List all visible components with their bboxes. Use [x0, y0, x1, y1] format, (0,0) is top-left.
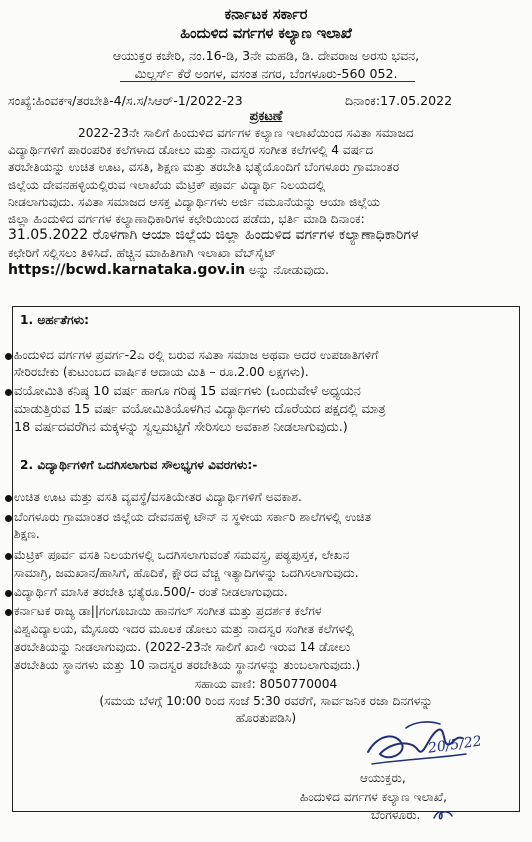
facility-5-line-1: ಕರ್ನಾಟಕ ರಾಜ್ಯ ಡಾ||ಗಂಗೂಬಾಯಿ ಹಾನಗಲ್ ಸಂಗೀತ ಮತ್ತು ಪ್ರದರ್ಶಕ ಕಲೆಗಳ: [14, 604, 322, 618]
body-line-8: ಕಛೇರಿಗೆ ಸಲ್ಲಿಸಲು ತಿಳಿಸಿದೆ. ಹೆಚ್ಚಿನ ಮಾಹಿತಿಗಾಗಿ ಇಲಾಖಾ ವೆಬ್‌ಸೈಟ್: [8, 246, 277, 260]
facility-1: ಉಚಿತ ಊಟ ಮತ್ತು ವಸತಿ ವ್ಯವಸ್ಥೆ/ವಸತಿಯೇತರ ವಿದ್ಯಾರ್ಥಿಗಳಿಗೆ ಅವಕಾಶ.: [14, 490, 302, 504]
helpline-hours: (ಸಮಯ ಬೆಳಗ್ಗೆ 10:00 ರಿಂದ ಸಂಜೆ 5:30 ರವರೆಗೆ, ಸಾರ್ವಜನಿಕ ರಜಾ ದಿನಗಳನ್ನು: [99, 694, 433, 708]
reference-number: ಸಂಖ್ಯೆ:ಹಿಂವಕಇ/ತರಬೇತಿ-4/ಸ.ಸ/ಸಿಆರ್-1/2022-23: [8, 93, 243, 108]
website-line: [8, 263, 329, 278]
facility-2-line-2: ಶಿಕ್ಷಣ.: [14, 527, 40, 541]
website-suffix: ಅನ್ನು ನೋಡುವುದು.: [245, 263, 329, 277]
bullet-icon: [5, 553, 12, 560]
facility-5-line-3: ತರಬೇತಿಯನ್ನು ನೀಡಲಾಗುವುದು. (2022-23ನೇ ಸಾಲಿಗೆ ಖಾಲಿ ಇರುವ 14 ಡೋಲು: [14, 640, 351, 654]
body-line-5: ನೀಡಲಾಗುವುದು. ಸವಿತಾ ಸಮಾಜದ ಆಸಕ್ತ ವಿದ್ಯಾರ್ಥಿಗಳು ಅರ್ಜಿ ನಮೂನೆಯನ್ನು ಆಯಾ ಜಿಲ್ಲೆಯ: [8, 195, 381, 209]
facility-4: ವಿದ್ಯಾರ್ಥಿಗೆ ಮಾಸಿಕ ತರಬೇತಿ ಭತ್ಯೆರೂ.500/- ರಂತೆ ನೀಡಲಾಗುವುದು.: [14, 585, 288, 599]
helpline-number: ಸಹಾಯ ವಾಣಿ: 8050770004: [194, 677, 338, 691]
signatory-department: ಹಿಂದುಳಿದ ವರ್ಗಗಳ ಕಲ್ಯಾಣ ಇಲಾಖೆ,: [300, 790, 447, 804]
facility-5-line-2: ವಿಶ್ವವಿದ್ಯಾಲಯ, ಮೈಸೂರು ಇದರ ಮೂಲಕ ಡೋಲು ಮತ್ತು ನಾದಸ್ವರ ಸಂಗೀತ ಕಲೆಗಳಲ್ಲಿ: [14, 622, 355, 636]
facilities-heading: 2. ವಿದ್ಯಾರ್ಥಿಗಳಿಗೆ ಒದಗಿಸಲಾಗುವ ಸೌಲಭ್ಯಗಳ ವಿವರಗಳು:-: [20, 458, 258, 472]
office-address-line1: ಆಯುಕ್ತರ ಕಚೇರಿ, ನಂ.16-ಡಿ, 3ನೇ ಮಹಡಿ, ಡಿ. ದೇವರಾಜ ಅರಸು ಭವನ,: [112, 48, 420, 63]
initials-icon: [432, 808, 454, 822]
bullet-icon: [5, 515, 12, 522]
signatory-place: ಬೆಂಗಳೂರು.: [371, 808, 421, 822]
body-line-2: ವಿದ್ಯಾರ್ಥಿಗಳಿಗೆ ಪಾರಂಪರಿಕ ಕಲೆಗಳಾದ ಡೋಲು ಮತ್ತು ನಾದಸ್ವರ ಸಂಗೀತ ಕಲೆಗಳಲ್ಲಿ 4 ವರ್ಷದ: [8, 143, 374, 157]
facility-2-line-1: ಬೆಂಗಳೂರು ಗ್ರಾಮಾಂತರ ಜಿಲ್ಲೆಯ ದೇವನಹಳ್ಳಿ ಟೌನ್ ನ ಸ್ಥಳೀಯ ಸರ್ಕಾರಿ ಶಾಲೆಗಳಲ್ಲಿ ಉಚಿತ: [14, 510, 372, 524]
bullet-icon: [5, 609, 12, 616]
body-line-1: 2022-23ನೇ ಸಾಲಿಗೆ ಹಿಂದುಳಿದ ವರ್ಗಗಳ ಕಲ್ಯಾಣ ಇಲಾಖೆಯಿಂದ ಸವಿತಾ ಸಮಾಜದ: [78, 126, 414, 140]
notice-date: ದಿನಾಂಕ:17.05.2022: [345, 93, 453, 108]
eligibility-1-line-2: ಸೇರಿರಬೇಕು (ಕುಟುಂಬದ ವಾರ್ಷಿಕ ಆದಾಯ ಮಿತಿ – ರೂ.2.00 ಲಕ್ಷಗಳು).: [14, 365, 309, 379]
government-name: ಕರ್ನಾಟಕ ಸರ್ಕಾರ: [224, 7, 308, 23]
department-name: ಹಿಂದುಳಿದ ವರ್ಗಗಳ ಕಲ್ಯಾಣ ಇಲಾಖೆ: [180, 26, 352, 42]
bullet-icon: [5, 389, 12, 396]
eligibility-2-line-1: ವಯೋಮಿತಿ ಕನಿಷ್ಠ 10 ವರ್ಷ ಹಾಗೂ ಗರಿಷ್ಠ 15 ವರ್ಷಗಳು (ಒಂದುವೇಳೆ ಅಧ್ಯಯನ: [14, 384, 361, 399]
facility-3-line-2: ಸಾಮಾಗ್ರಿ, ಜಮಖಾನ/ಹಾಸಿಗೆ, ಹೊದಿಕೆ, ಕ್ಷೌರದ ವೆಚ್ಚ ಇತ್ಯಾದಿಗಳನ್ನು ಒದಗಿಸಲಾಗುವುದು.: [14, 566, 359, 580]
helpline-hours-cont: ಹೊರತುಪಡಿಸಿ): [235, 711, 297, 725]
body-line-7: 31.05.2022 ರೊಳಗಾಗಿ ಆಯಾ ಜಿಲ್ಲೆಯ ಜಿಲ್ಲಾ ಹಿಂದುಳಿದ ವರ್ಗಗಳ ಕಲ್ಯಾಣಾಧಿಕಾರಿಗಳ: [8, 227, 419, 243]
eligibility-2-line-2: ಮಾಡುತ್ತಿರುವ 15 ವರ್ಷ ವಯೋಮಿತಿಯೊಳಗಿನ ವಿದ್ಯಾರ್ಥಿಗಳು ದೊರೆಯದ ಪಕ್ಷದಲ್ಲಿ ಮಾತ್ರ: [14, 402, 386, 417]
eligibility-heading: 1. ಅರ್ಹತೆಗಳು:: [20, 313, 90, 327]
office-address-line2: ಮಿಲ್ಲರ್ಸ್ ಕೆರೆ ಅಂಗಳ, ವಸಂತ ನಗರ, ಬೆಂಗಳೂರು-560 052.: [134, 66, 398, 81]
notice-title: ಪ್ರಕಟಣೆ: [249, 109, 283, 124]
handwritten-date: 20/5/22: [427, 733, 483, 757]
website-link[interactable]: https://bcwd.karnataka.gov.in: [8, 262, 246, 278]
body-line-3: ತರಬೇತಿಯನ್ನು ಉಚಿತ ಊಟ, ವಸತಿ, ಶಿಕ್ಷಣ ಮತ್ತು ತರಬೇತಿ ಭತ್ಯೆಯೊಂದಿಗೆ ಬೆಂಗಳೂರು ಗ್ರಾಮಾಂತರ: [8, 160, 400, 174]
eligibility-2-line-3: 18 ವರ್ಷದವರೆಗಿನ ಮಕ್ಕಳನ್ನು ಸ್ವಲ್ಪಮಟ್ಟಿಗೆ ಸೇರಿಸಲು ಅವಕಾಶ ನೀಡಲಾಗುವುದು.): [14, 420, 348, 435]
bullet-icon: [5, 353, 12, 360]
body-line-6: ಜಿಲ್ಲಾ ಹಿಂದುಳಿದ ವರ್ಗಗಳ ಕಲ್ಯಾಣಾಧಿಕಾರಿಗಳ ಕಛೇರಿಯಿಂದ ಪಡೆದು, ಭರ್ತಿ ಮಾಡಿ ದಿನಾಂಕ:: [8, 212, 365, 226]
body-line-4: ಜಿಲ್ಲೆಯ ದೇವನಹಳ್ಳಿಯಲ್ಲಿರುವ ಇಲಾಖೆಯ ಮೆಟ್ರಿಕ್ ಪೂರ್ವ ವಿದ್ಯಾರ್ಥಿ ನಿಲಯದಲ್ಲಿ: [8, 178, 326, 192]
bullet-icon: [5, 590, 12, 597]
eligibility-1-line-1: ಹಿಂದುಳಿದ ವರ್ಗಗಳ ಪ್ರವರ್ಗ-2ಎ ರಲ್ಲಿ ಬರುವ ಸವಿತಾ ಸಮಾಜ ಅಥವಾ ಅದರ ಉಪಜಾತಿಗಳಿಗೆ: [14, 348, 379, 362]
address-underline: [120, 81, 415, 82]
bullet-icon: [5, 495, 12, 502]
facility-5-line-4: ತರಬೇತಿಯ ಸ್ಥಾನಗಳು ಮತ್ತು 10 ನಾದಸ್ವರ ತರಬೇತಿಯ ಸ್ಥಾನಗಳನ್ನು ತುಂಬಲಾಗುವುದು.): [14, 658, 361, 672]
signatory-title: ಆಯುಕ್ತರು,: [360, 771, 406, 785]
facility-3-line-1: ಮೆಟ್ರಿಕ್ ಪೂರ್ವ ವಸತಿ ನಿಲಯಗಳಲ್ಲಿ ಒದಗಿಸಲಾಗುವಂತೆ ಸಮವಸ್ತ್ರ, ಪಠ್ಯಪುಸ್ತಕ, ಲೇಖನ: [14, 548, 350, 562]
